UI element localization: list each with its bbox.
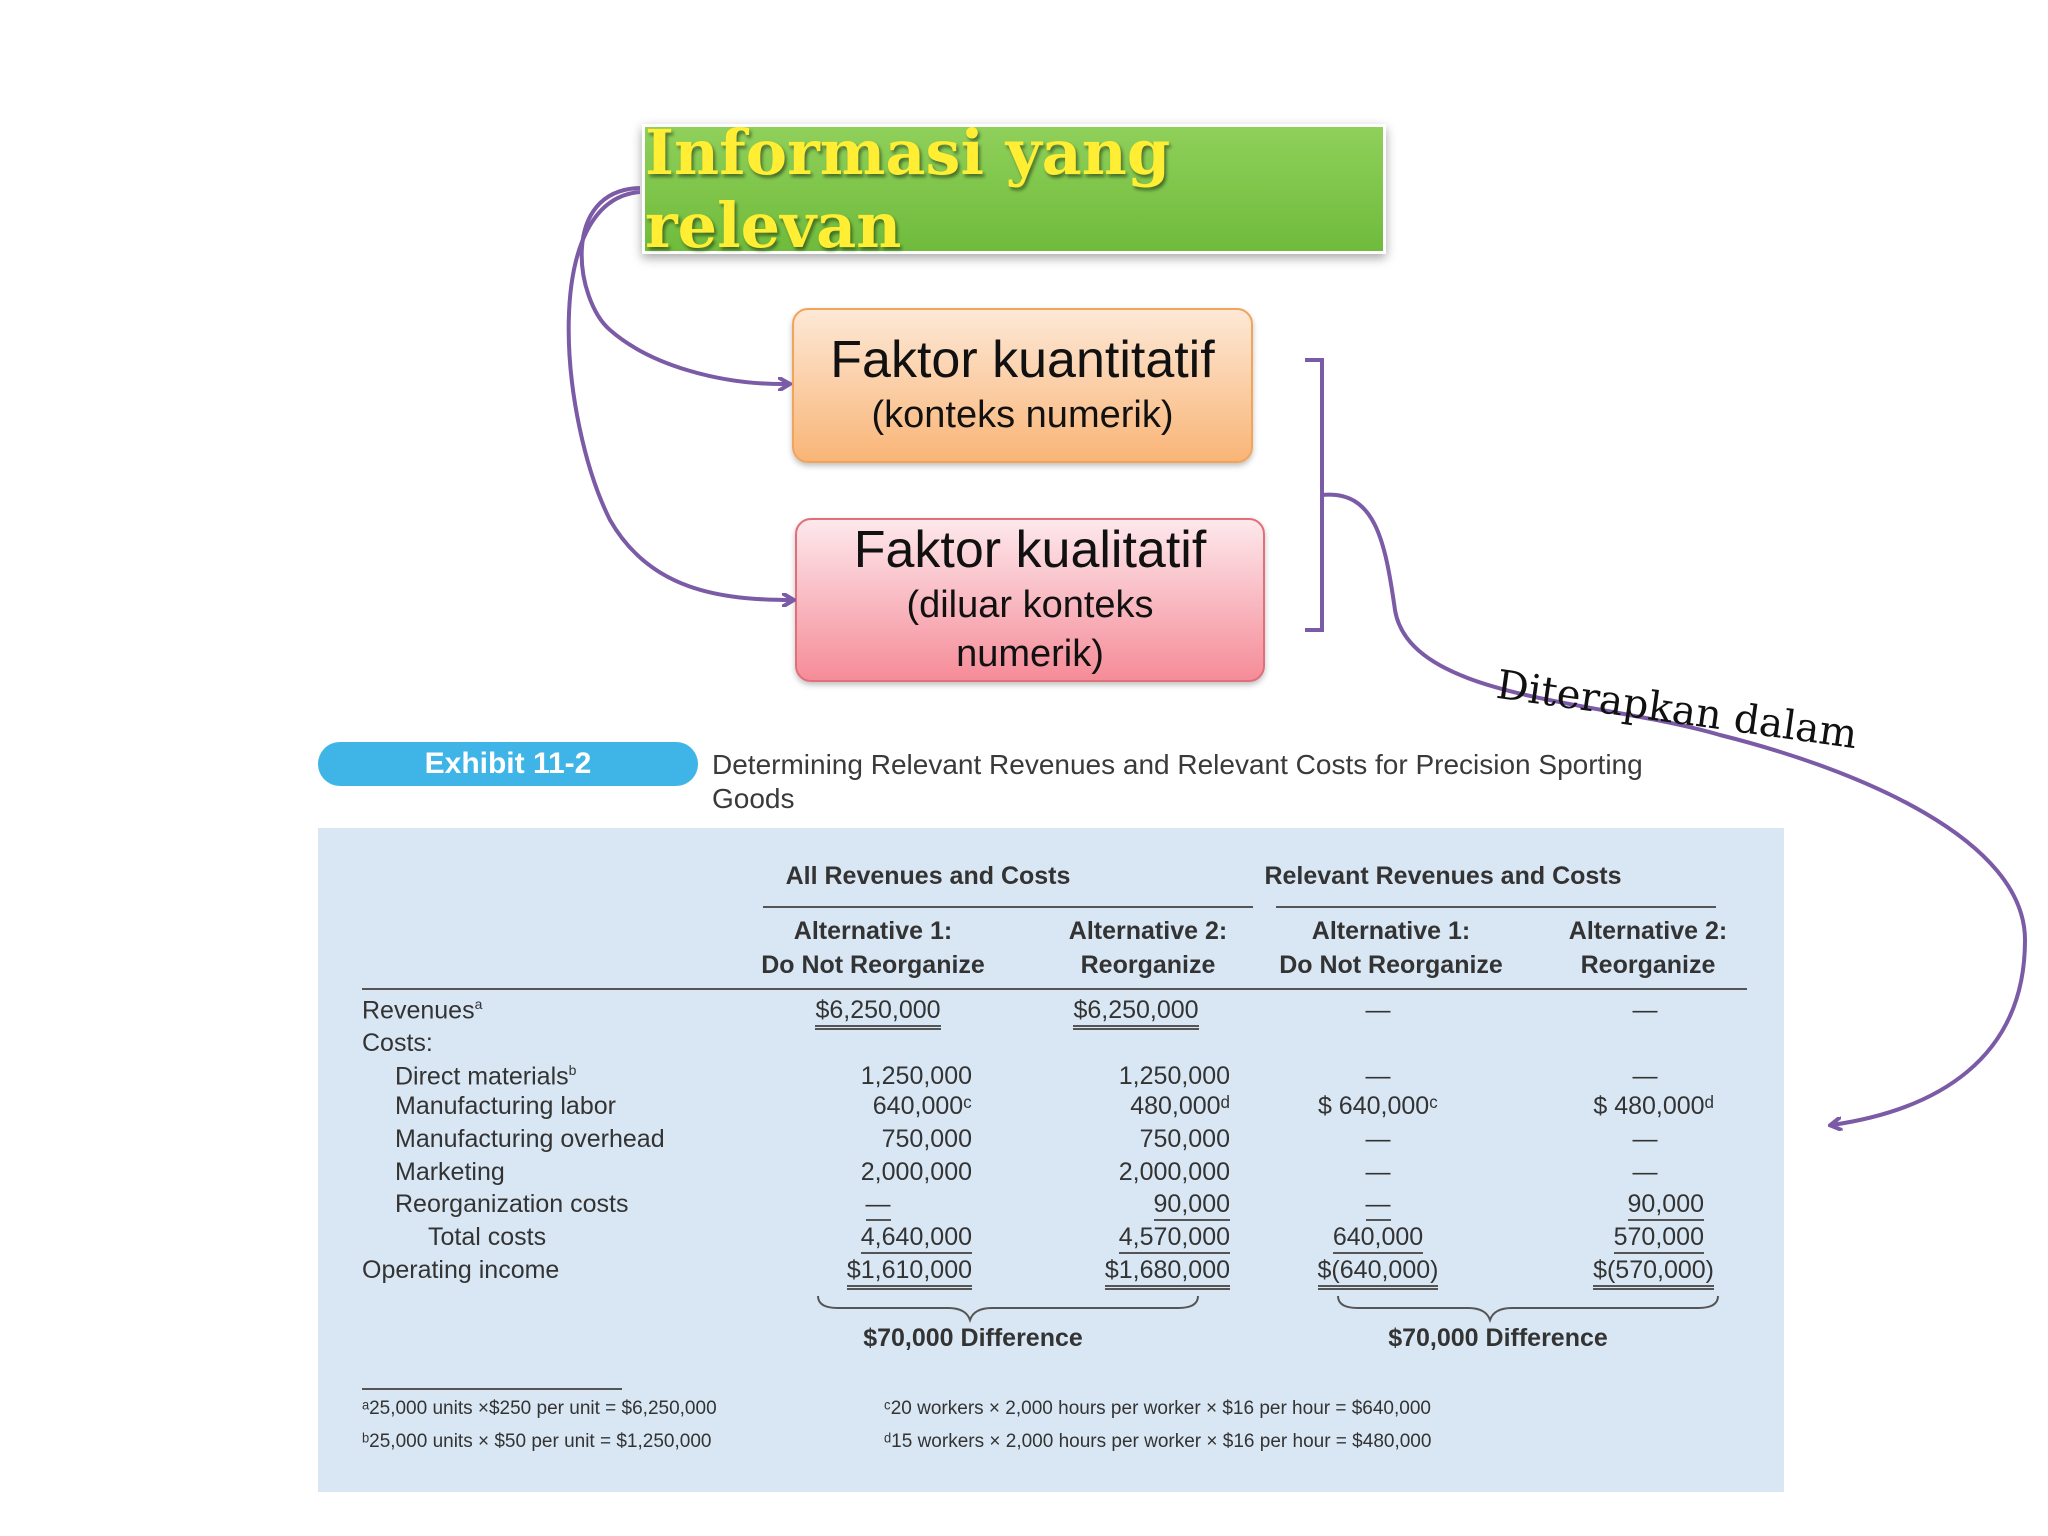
group-header-relevant: Relevant Revenues and Costs xyxy=(1264,862,1622,890)
value-text: $1,680,000 xyxy=(1105,1256,1230,1290)
value-cell: 1,250,000 xyxy=(1118,1062,1230,1090)
col-header-line: Alternative 1: xyxy=(793,917,953,945)
footnote-c: ᶜ20 workers × 2,000 hours per worker × $16 per hour = $640,000 xyxy=(884,1398,1431,1419)
value-cell: — xyxy=(1365,1062,1391,1090)
col-header-line: Reorganize xyxy=(1080,951,1216,979)
exhibit-caption: Determining Relevant Revenues and Relevant Costs for Precision Sporting Goods xyxy=(712,749,1643,815)
value-cell: — xyxy=(1365,1158,1391,1186)
value-text: — xyxy=(1366,1190,1391,1221)
value-cell: 750,000 xyxy=(881,1125,972,1153)
value-text: $(640,000) xyxy=(1318,1256,1439,1290)
value-text: 570,000 xyxy=(1614,1223,1704,1254)
footnote-mark: a xyxy=(474,996,483,1012)
row-label-marketing: Marketing xyxy=(395,1158,505,1186)
quantitative-factor-subtitle: (konteks numerik) xyxy=(871,393,1174,436)
row-label-costs: Costs: xyxy=(362,1029,433,1057)
row-label-operating-income: Operating income xyxy=(362,1256,560,1284)
value-text: 4,570,000 xyxy=(1119,1223,1230,1254)
value-cell: $ 640,000ᶜ xyxy=(1317,1092,1439,1120)
col-header-line: Alternative 1: xyxy=(1311,917,1471,945)
row-label-text: Revenues xyxy=(362,996,475,1025)
value-text: $6,250,000 xyxy=(815,996,940,1030)
qualitative-factor-title: Faktor kualitatif xyxy=(853,520,1207,579)
arrow-to-quantitative xyxy=(582,188,788,384)
value-text: 90,000 xyxy=(1628,1190,1704,1221)
value-cell: 750,000 xyxy=(1139,1125,1230,1153)
value-text: $1,610,000 xyxy=(847,1256,972,1290)
applied-in-label: Diterapkan dalam xyxy=(1493,662,1861,759)
footnote-rule xyxy=(362,1388,622,1390)
value-cell: — xyxy=(1365,1125,1391,1153)
value-cell: 480,000ᵈ xyxy=(1130,1092,1230,1120)
value-cell: 1,250,000 xyxy=(860,1062,972,1090)
value-text: $(570,000) xyxy=(1593,1256,1714,1290)
value-cell: — xyxy=(1632,1158,1658,1186)
quantitative-factor-title: Faktor kuantitatif xyxy=(830,330,1215,389)
value-text: 640,000 xyxy=(1333,1223,1423,1254)
footnote-d: ᵈ15 workers × 2,000 hours per worker × $16 per hour = $480,000 xyxy=(884,1431,1432,1452)
qualitative-factor-subtitle: (diluar konteks numerik) xyxy=(906,583,1154,675)
value-cell: $ 480,000ᵈ xyxy=(1593,1092,1714,1120)
col-header-line: Reorganize xyxy=(1580,951,1716,979)
value-text: 90,000 xyxy=(1154,1190,1230,1221)
col-header-line: Alternative 2: xyxy=(1568,917,1728,945)
value-text: $6,250,000 xyxy=(1073,996,1198,1030)
row-label-reorganization-costs: Reorganization costs xyxy=(395,1190,629,1218)
difference-braces xyxy=(318,828,1784,1492)
value-text: 4,640,000 xyxy=(861,1223,972,1254)
value-cell: — xyxy=(1632,1062,1658,1090)
difference-label-relevant: $70,000 Difference xyxy=(1388,1324,1608,1352)
value-cell: 640,000ᶜ xyxy=(872,1092,972,1120)
value-cell: — xyxy=(1632,996,1658,1024)
slide-title: Informasi yang relevan xyxy=(645,116,1171,262)
exhibit-badge: Exhibit 11-2 xyxy=(318,742,698,786)
value-cell: — xyxy=(1365,996,1391,1024)
row-label-manufacturing-overhead: Manufacturing overhead xyxy=(395,1125,665,1153)
difference-label-all: $70,000 Difference xyxy=(863,1324,1083,1352)
footnote-a: ᵃ25,000 units ×$250 per unit = $6,250,000 xyxy=(362,1398,717,1419)
footnote-b: ᵇ25,000 units × $50 per unit = $1,250,000 xyxy=(362,1431,712,1452)
row-label-manufacturing-labor: Manufacturing labor xyxy=(395,1092,616,1120)
row-label-total-costs: Total costs xyxy=(428,1223,547,1251)
value-text: — xyxy=(866,1190,891,1221)
arrow-to-qualitative xyxy=(569,192,792,600)
col-header-line: Do Not Reorganize xyxy=(761,951,985,979)
col-header-line: Do Not Reorganize xyxy=(1279,951,1503,979)
value-cell: 2,000,000 xyxy=(860,1158,972,1186)
group-header-all: All Revenues and Costs xyxy=(785,862,1071,890)
value-cell: 2,000,000 xyxy=(1118,1158,1230,1186)
footnote-mark: b xyxy=(568,1062,577,1078)
col-header-line: Alternative 2: xyxy=(1068,917,1228,945)
exhibit-table xyxy=(318,828,1784,1492)
factor-bracket xyxy=(1305,360,1322,630)
row-label-text: Direct materials xyxy=(395,1062,569,1091)
value-cell: — xyxy=(1632,1125,1658,1153)
